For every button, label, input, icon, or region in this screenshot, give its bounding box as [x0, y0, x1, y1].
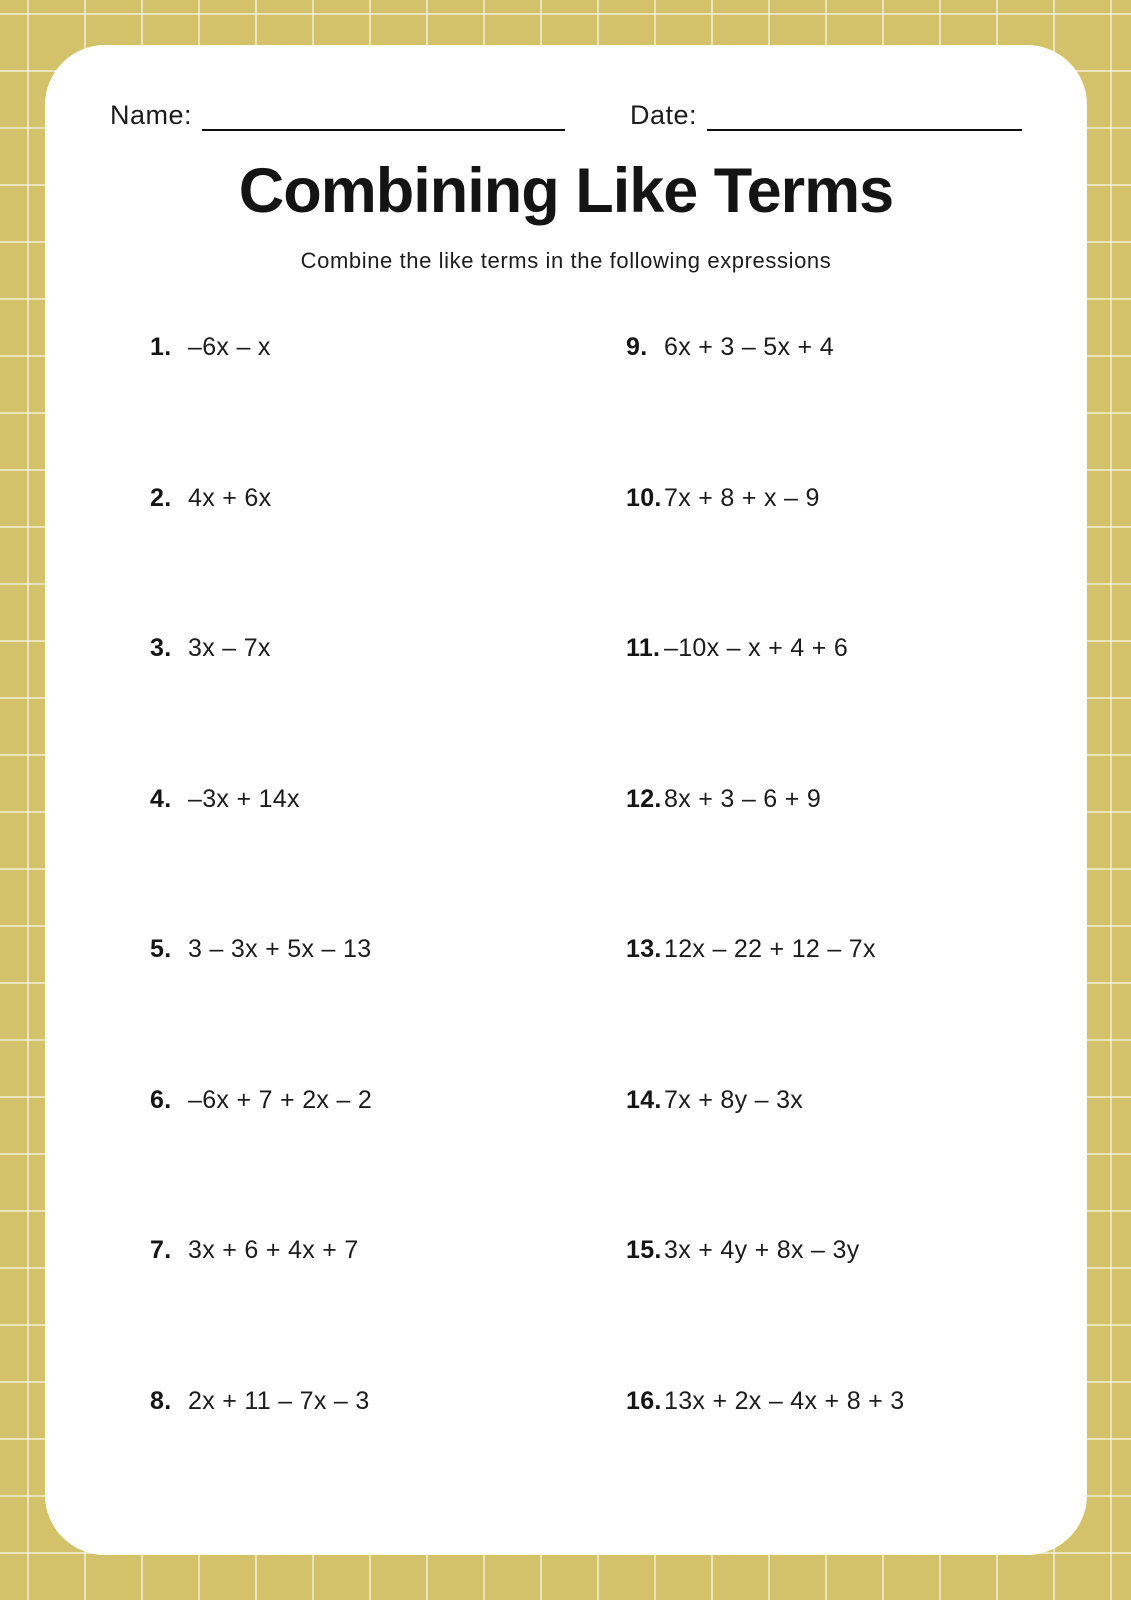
page-title: Combining Like Terms: [238, 156, 894, 226]
problem-item-7: [150, 1236, 626, 1387]
problem-number: 4.: [150, 784, 172, 813]
problem-expression: 3 – 3x + 5x – 13: [188, 935, 372, 963]
problem-number: 8.: [150, 1386, 172, 1415]
problem-item-5: [150, 935, 626, 1086]
problem-expression: 8x + 3 – 6 + 9: [664, 784, 822, 813]
problem-expression: 3x + 6 + 4x + 7: [188, 1236, 359, 1264]
problem-number: 10.: [626, 483, 662, 512]
date-blank-line: [707, 105, 1022, 131]
problem-number: 16.: [626, 1386, 662, 1415]
problem-expression: 13x + 2x – 4x + 8 + 3: [664, 1386, 905, 1415]
name-field: [110, 100, 565, 131]
problem-item-15: [626, 1236, 1057, 1387]
problem-expression: 3x + 4y + 8x – 3y: [664, 1236, 860, 1264]
problem-number: 2.: [150, 483, 172, 512]
problem-expression: 7x + 8 + x – 9: [664, 483, 820, 512]
problem-expression: 3x – 7x: [188, 634, 271, 662]
problem-item-10: [626, 484, 1057, 635]
problem-expression: 4x + 6x: [188, 483, 272, 512]
problem-expression: –3x + 14x: [188, 784, 300, 813]
problem-item-2: [150, 484, 626, 635]
name-label: Name:: [110, 100, 193, 130]
problem-number: 9.: [626, 333, 648, 361]
problem-number: 3.: [150, 634, 172, 662]
problem-number: 7.: [150, 1236, 172, 1264]
problem-number: 6.: [150, 1085, 172, 1114]
problem-item-16: [626, 1387, 1057, 1538]
problem-number: 12.: [626, 784, 662, 813]
problem-item-1: [150, 333, 626, 484]
worksheet-page: [45, 45, 1087, 1555]
problem-item-12: [626, 785, 1057, 936]
problem-expression: –6x – x: [188, 333, 271, 361]
worksheet-header: [110, 100, 1022, 131]
problem-number: 14.: [626, 1085, 662, 1114]
problem-item-14: [626, 1086, 1057, 1237]
problem-list: [150, 333, 1057, 1537]
problem-expression: 7x + 8y – 3x: [664, 1085, 804, 1114]
problem-number: 11.: [626, 634, 661, 662]
problem-number: 15.: [626, 1236, 662, 1264]
problem-number: 5.: [150, 935, 172, 963]
problem-item-6: [150, 1086, 626, 1237]
date-label: Date:: [630, 100, 698, 130]
problem-number: 13.: [626, 935, 662, 963]
problem-number: 1.: [150, 333, 172, 361]
page-instructions: Combine the like terms in the following expressions: [300, 248, 832, 273]
problem-item-4: [150, 785, 626, 936]
problem-expression: 12x – 22 + 12 – 7x: [664, 935, 876, 963]
problem-item-3: [150, 634, 626, 785]
problem-expression: 6x + 3 – 5x + 4: [664, 333, 834, 361]
date-field: [630, 100, 1022, 131]
problem-item-9: [626, 333, 1057, 484]
name-blank-line: [202, 105, 565, 131]
problem-item-8: [150, 1387, 626, 1538]
problem-item-11: [626, 634, 1057, 785]
problem-item-13: [626, 935, 1057, 1086]
problem-expression: –6x + 7 + 2x – 2: [188, 1085, 373, 1114]
problem-expression: –10x – x + 4 + 6: [664, 634, 849, 662]
problem-expression: 2x + 11 – 7x – 3: [188, 1386, 370, 1415]
